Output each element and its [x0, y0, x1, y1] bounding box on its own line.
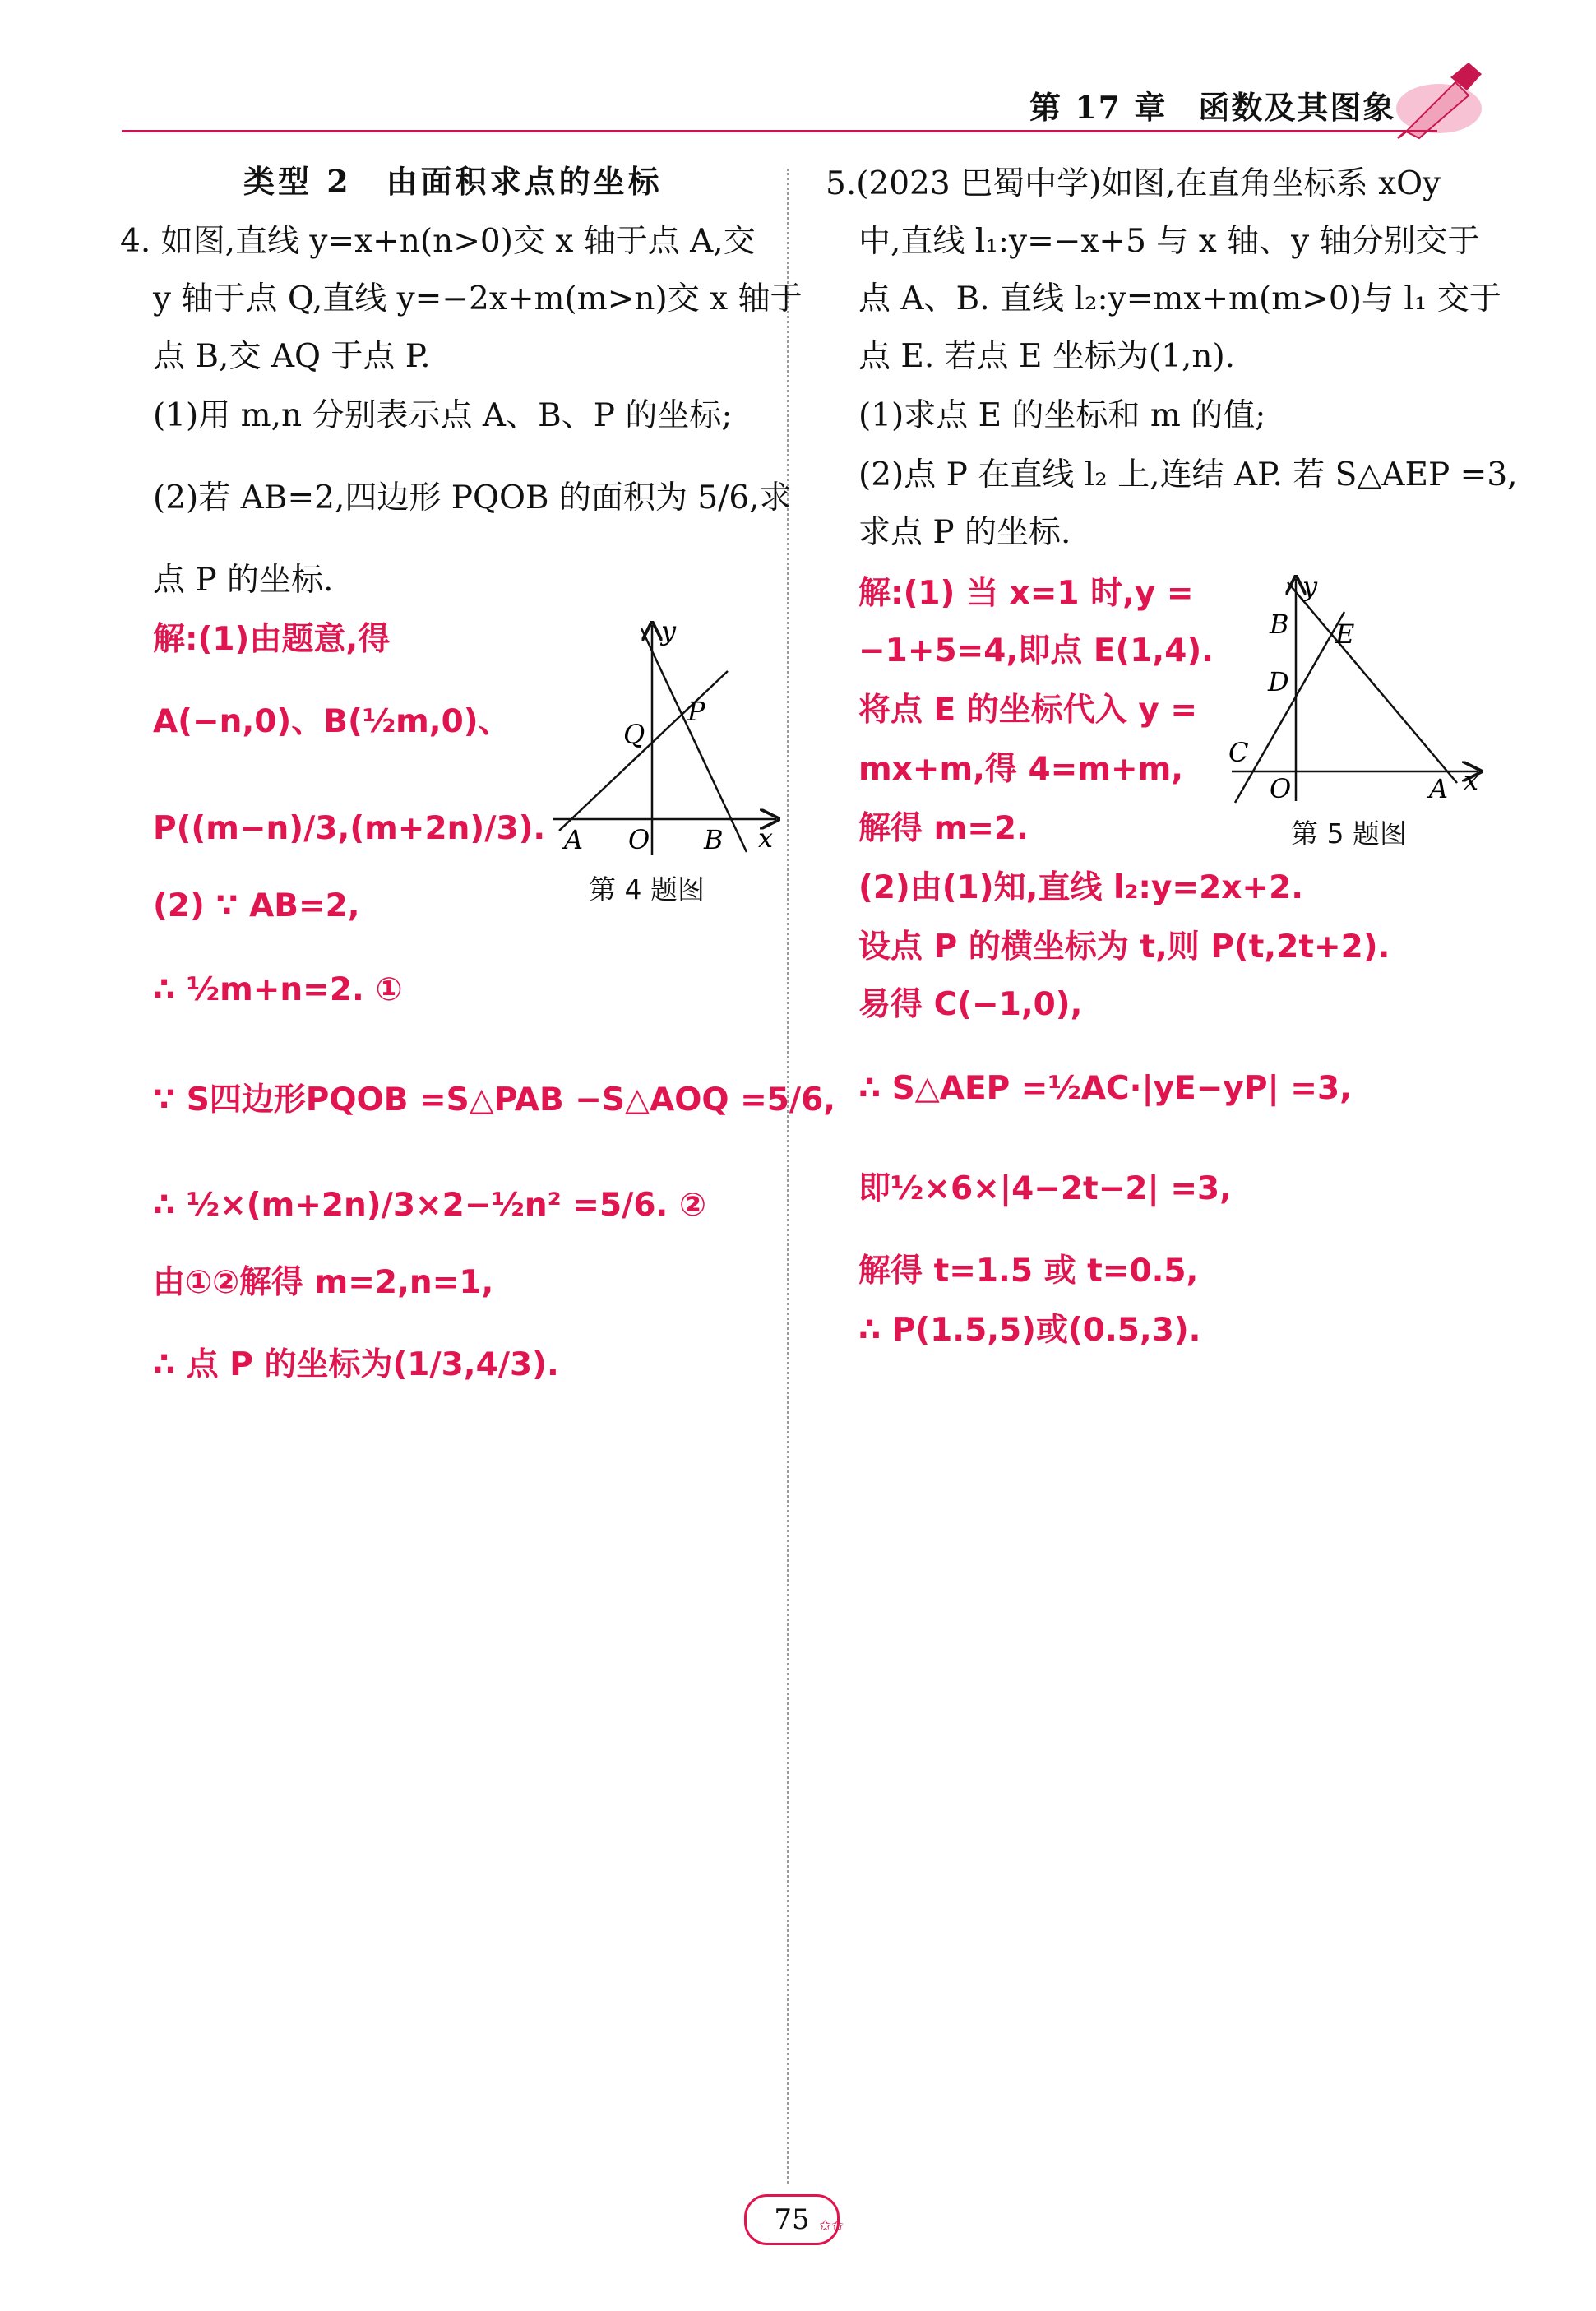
problem5-solution-10: 即½×6×|4−2t−2| =3,: [858, 1170, 1232, 1207]
problem4-line-6: 点 P 的坐标.: [153, 562, 334, 599]
problem5-line-3: 点 A、B. 直线 l₂:y=mx+m(m>0)与 l₁ 交于: [858, 280, 1501, 317]
problem5-solution-4: mx+m,得 4=m+m,: [858, 751, 1184, 788]
problem5-line-4: 点 E. 若点 E 坐标为(1,n).: [858, 338, 1236, 375]
problem4-solution-8: 由①②解得 m=2,n=1,: [153, 1264, 494, 1301]
problem4-line-3: 点 B,交 AQ 于点 P.: [153, 338, 431, 375]
label-x: x: [1464, 765, 1479, 796]
problem5-line-6: (2)点 P 在直线 l₂ 上,连结 AP. 若 S△AEP =3,: [858, 456, 1518, 493]
line-l1: [1288, 582, 1457, 783]
problem5-solution-12: ∴ P(1.5,5)或(0.5,3).: [858, 1312, 1201, 1349]
problem4-solution-3: P((m−n)/3,(m+2n)/3).: [153, 810, 546, 847]
problem5-solution-3: 将点 E 的坐标代入 y =: [858, 692, 1198, 729]
problem5-line-7: 求点 P 的坐标.: [858, 514, 1071, 551]
problem5-solution-5: 解得 m=2.: [858, 810, 1029, 847]
label-B: B: [704, 824, 724, 855]
problem4-solution-2: A(−n,0)、B(½m,0)、: [153, 703, 511, 740]
problem5-solution-7: 设点 P 的横坐标为 t,则 P(t,2t+2).: [858, 929, 1390, 966]
star-decoration-icon: [816, 2212, 849, 2237]
label-A: A: [1429, 773, 1449, 804]
problem5-line-1: 5.(2023 巴蜀中学)如图,在直角坐标系 xOy: [826, 165, 1441, 202]
chapter-subject: 函数及其图象: [1198, 89, 1396, 126]
label-C: C: [1228, 737, 1249, 768]
svg-text:✩✩: ✩✩: [819, 2217, 844, 2235]
header-rule: [122, 130, 1437, 132]
label-y: y: [661, 615, 677, 646]
problem4-line-1: 4. 如图,直线 y=x+n(n>0)交 x 轴于点 A,交: [120, 223, 756, 260]
problem5-solution-1: 解:(1) 当 x=1 时,y =: [858, 575, 1194, 612]
problem5-figure: [1217, 567, 1488, 806]
label-y: y: [1302, 571, 1318, 602]
label-x: x: [758, 822, 774, 854]
label-E: E: [1335, 618, 1355, 650]
problem4-solution-4: (2) ∵ AB=2,: [153, 887, 360, 924]
problem4-solution-1: 解:(1)由题意,得: [153, 621, 391, 658]
problem4-line-5: (2)若 AB=2,四边形 PQOB 的面积为 5/6,求: [153, 479, 792, 516]
problem5-solution-8: 易得 C(−1,0),: [858, 986, 1083, 1023]
problem4-figure-caption: 第 4 题图: [589, 873, 705, 905]
problem4-solution-5: ∴ ½m+n=2. ①: [153, 971, 403, 1008]
problem5-figure-caption: 第 5 题图: [1291, 817, 1407, 850]
label-Q: Q: [623, 719, 645, 750]
label-O: O: [1270, 773, 1292, 804]
label-D: D: [1268, 666, 1289, 697]
label-A: A: [564, 824, 584, 855]
chapter-header: [1029, 82, 1395, 127]
section-title: 类型 2 由面积求点的坐标: [243, 163, 663, 200]
chapter-number: 第 17 章: [1029, 89, 1168, 126]
problem4-line-4: (1)用 m,n 分别表示点 A、B、P 的坐标;: [153, 397, 733, 434]
label-O: O: [628, 824, 650, 855]
page-number: 75: [744, 2194, 840, 2245]
problem4-line-2: y 轴于点 Q,直线 y=−2x+m(m>n)交 x 轴于: [153, 280, 803, 317]
problem5-solution-2: −1+5=4,即点 E(1,4).: [858, 632, 1214, 669]
problem5-solution-9: ∴ S△AEP =½AC·|yE−yP| =3,: [858, 1070, 1352, 1107]
problem4-solution-9: ∴ 点 P 的坐标为(1/3,4/3).: [153, 1346, 559, 1383]
problem5-line-2: 中,直线 l₁:y=−x+5 与 x 轴、y 轴分别交于: [858, 223, 1480, 260]
problem5-solution-11: 解得 t=1.5 或 t=0.5,: [858, 1253, 1199, 1290]
column-divider: [787, 169, 789, 2184]
pencil-decoration-icon: [1390, 58, 1488, 140]
label-P: P: [687, 696, 705, 727]
label-B: B: [1270, 609, 1289, 640]
problem5-solution-6: (2)由(1)知,直线 l₂:y=2x+2.: [858, 869, 1304, 906]
problem4-figure: [543, 609, 789, 872]
problem4-solution-6: ∵ S四边形PQOB =S△PAB −S△AOQ =5/6,: [153, 1081, 836, 1118]
problem5-line-5: (1)求点 E 的坐标和 m 的值;: [858, 397, 1266, 434]
problem4-solution-7: ∴ ½×(m+2n)/3×2−½n² =5/6. ②: [153, 1187, 706, 1224]
